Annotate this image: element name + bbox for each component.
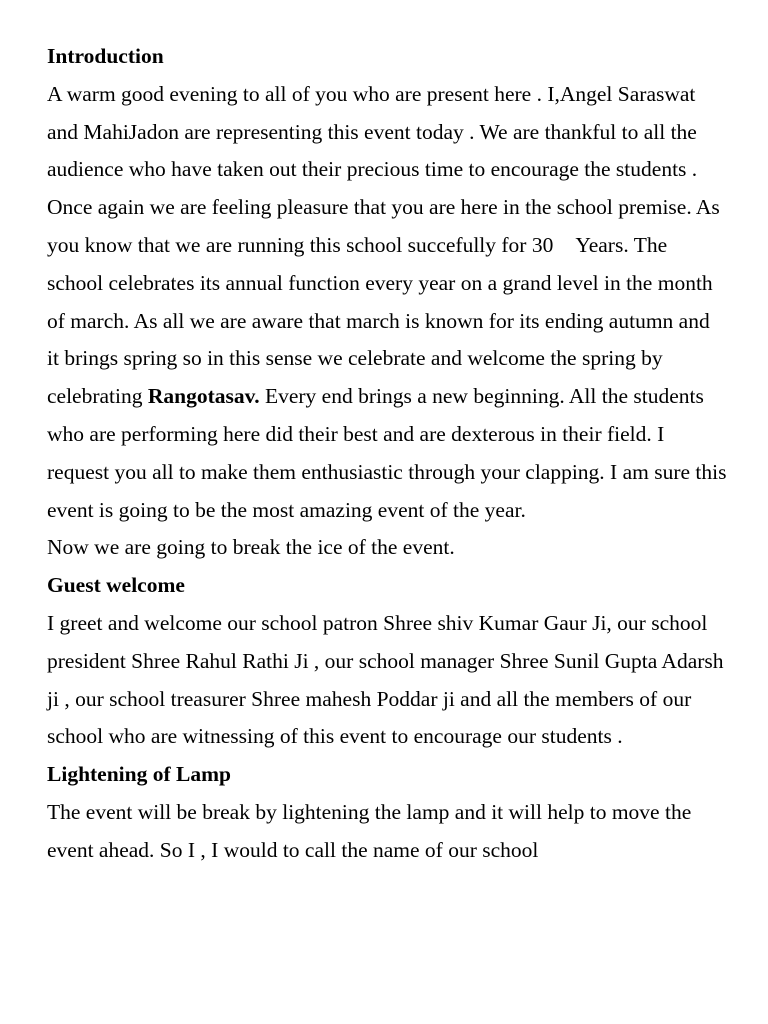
event-name-bold: Rangotasav. bbox=[147, 384, 260, 409]
introduction-text-part1: A warm good evening to all of you who are present here . I,Angel Saraswat and MahiJadon are representing this event today . We are thankful to all the audience who have taken out their precious time to encourage the students . Once again we are feeling pleasure that you are here in the school premise. As you know that we are running this school succefully for 30 bbox=[47, 81, 720, 257]
break-ice-paragraph: Now we are going to break the ice of the event. bbox=[47, 535, 455, 560]
introduction-text-part2: Years. The school celebrates its annual function every year on a grand level in the month of march. As all we are aware that march is known for its ending autumn and it brings spring so in this sense we celebrate and welcome the spring by celebrating bbox=[47, 232, 713, 409]
section-heading-guest-welcome: Guest welcome bbox=[47, 573, 185, 598]
section-heading-lightening-of-lamp: Lightening of Lamp bbox=[47, 762, 231, 787]
document-page bbox=[47, 38, 727, 870]
section-heading-introduction: Introduction bbox=[47, 44, 164, 68]
introduction-text-part3: Every end brings a new beginning. All the students who are performing here did their best and are dexterous in their field. I request you all to make them enthusiastic through your clapping. I am sure this event is going to be the most amazing event of the year. bbox=[47, 384, 727, 522]
introduction-paragraph bbox=[47, 76, 727, 530]
lightening-of-lamp-paragraph: The event will be break by lightening the lamp and it will help to move the event ahead. So I , I would to call the name of our school bbox=[47, 799, 692, 862]
guest-welcome-paragraph: I greet and welcome our school patron Shree shiv Kumar Gaur Ji, our school president Shree Rahul Rathi Ji , our school manager Shree Sunil Gupta Adarsh ji , our school treasurer Shree mahesh Poddar ji and all the members of our school who are witnessing of this event to encourage our students . bbox=[47, 610, 724, 749]
